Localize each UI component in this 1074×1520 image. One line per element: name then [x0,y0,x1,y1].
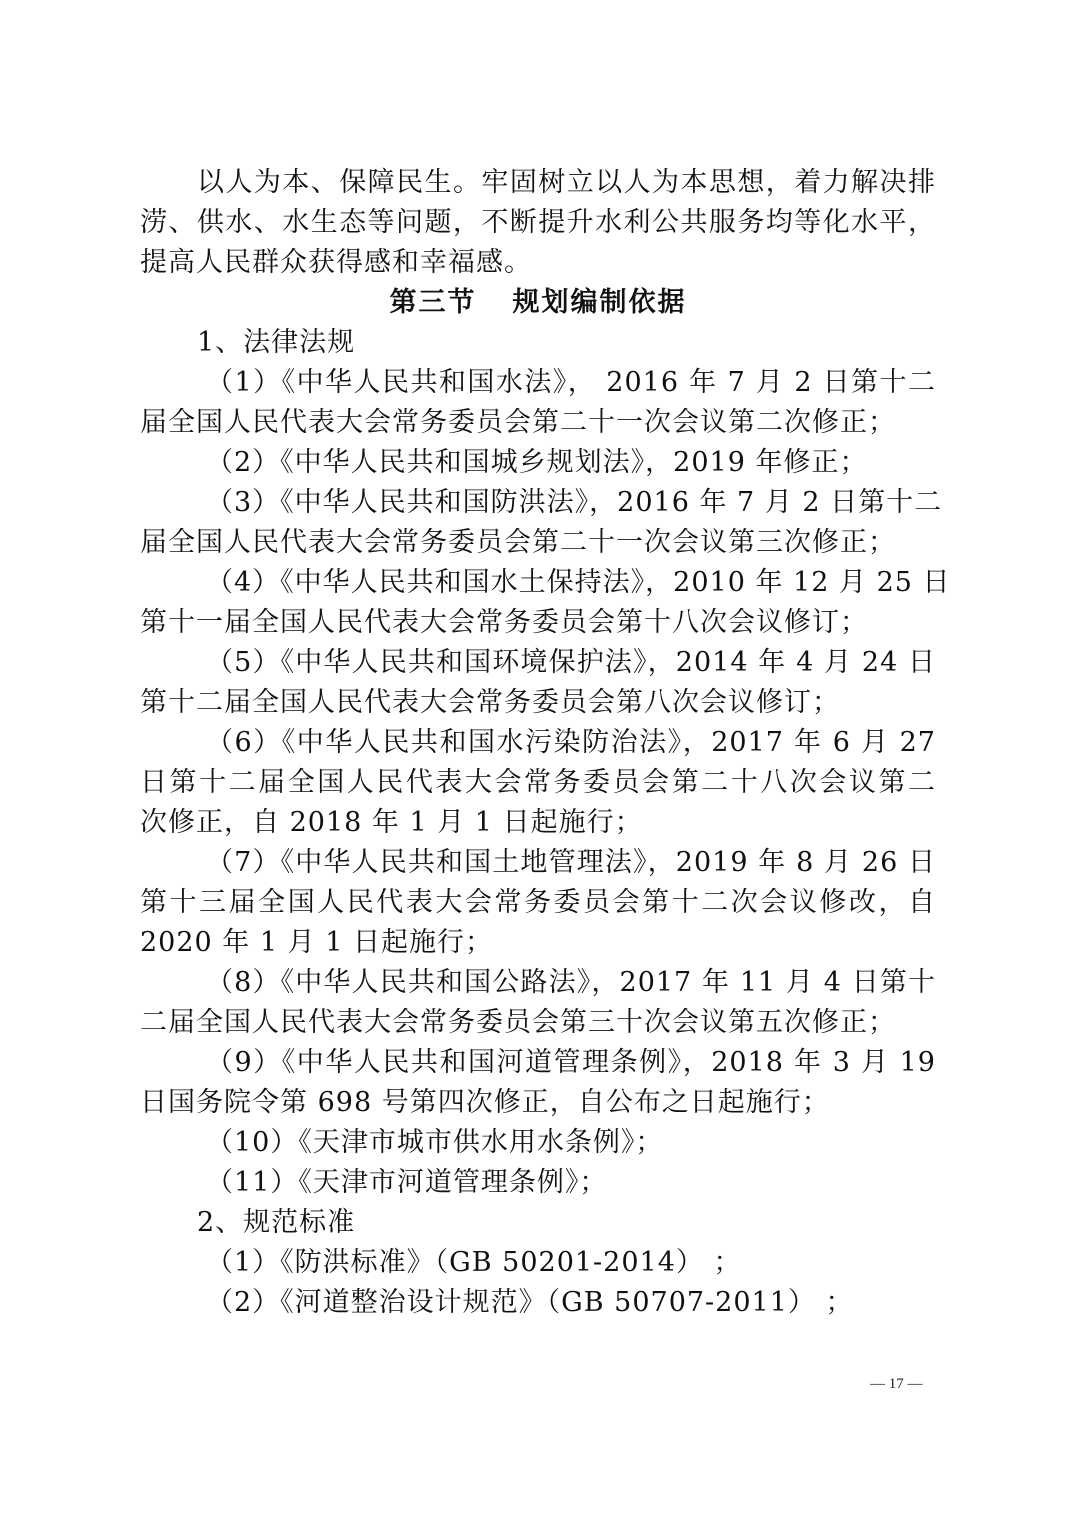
law-line: （6）《中华人民共和国水污染防治法》，2017 年 6 月 27 [206,727,936,758]
intro-line: 涝、供水、水生态等问题，不断提升水利公共服务均等化水平， [140,207,936,238]
standards-title: 2、规范标准 [197,1207,356,1238]
law-line: （1）《中华人民共和国水法》， 2016 年 7 月 2 日第十二 [206,367,936,398]
law-line: 次修正，自 2018 年 1 月 1 日起施行； [140,807,643,838]
law-line: 2020 年 1 月 1 日起施行； [140,927,493,958]
section-heading-number: 第三节 [389,287,477,318]
section-heading-title: 规划编制依据 [512,287,687,318]
law-line: （11）《天津市河道管理条例》； [206,1167,608,1198]
law-line: （9）《中华人民共和国河道管理条例》，2018 年 3 月 19 [206,1047,936,1078]
law-line: 届全国人民代表大会常务委员会第二十一次会议第三次修正； [140,527,896,558]
law-line: （3）《中华人民共和国防洪法》，2016 年 7 月 2 日第十二 [206,487,943,518]
law-line: 日国务院令第 698 号第四次修正，自公布之日起施行； [140,1087,830,1118]
intro-line: 以人为本、保障民生。牢固树立以人为本思想，着力解决排 [197,167,936,198]
law-line: （8）《中华人民共和国公路法》，2017 年 11 月 4 日第十 [206,967,936,998]
law-line: （7）《中华人民共和国土地管理法》，2019 年 8 月 26 日 [206,847,936,878]
laws-title: 1、法律法规 [197,327,356,358]
law-line: 第十一届全国人民代表大会常务委员会第十八次会议修订； [140,607,868,638]
law-line: 第十三届全国人民代表大会常务委员会第十二次会议修改，自 [140,887,936,918]
section-heading [140,283,936,323]
law-line: 日第十二届全国人民代表大会常务委员会第二十八次会议第二 [140,767,936,798]
law-line: （5）《中华人民共和国环境保护法》，2014 年 4 月 24 日 [206,647,936,678]
law-line: 二届全国人民代表大会常务委员会第三十次会议第五次修正； [140,1007,896,1038]
law-line: （2）《中华人民共和国城乡规划法》，2019 年修正； [206,447,868,478]
law-line: （4）《中华人民共和国水土保持法》，2010 年 12 月 25 日 [206,567,951,598]
intro-line: 提高人民群众获得感和幸福感。 [140,247,532,278]
law-line: 第十二届全国人民代表大会常务委员会第八次会议修订； [140,687,840,718]
standard-line: （1）《防洪标准》（GB 50201-2014） ； [206,1247,742,1278]
law-line: 届全国人民代表大会常务委员会第二十一次会议第二次修正； [140,407,896,438]
document-body [140,163,951,1323]
page-number: — 17 — [870,1376,923,1392]
law-line: （10）《天津市城市供水用水条例》； [206,1127,664,1158]
standard-line: （2）《河道整治设计规范》（GB 50707-2011） ； [206,1287,854,1318]
